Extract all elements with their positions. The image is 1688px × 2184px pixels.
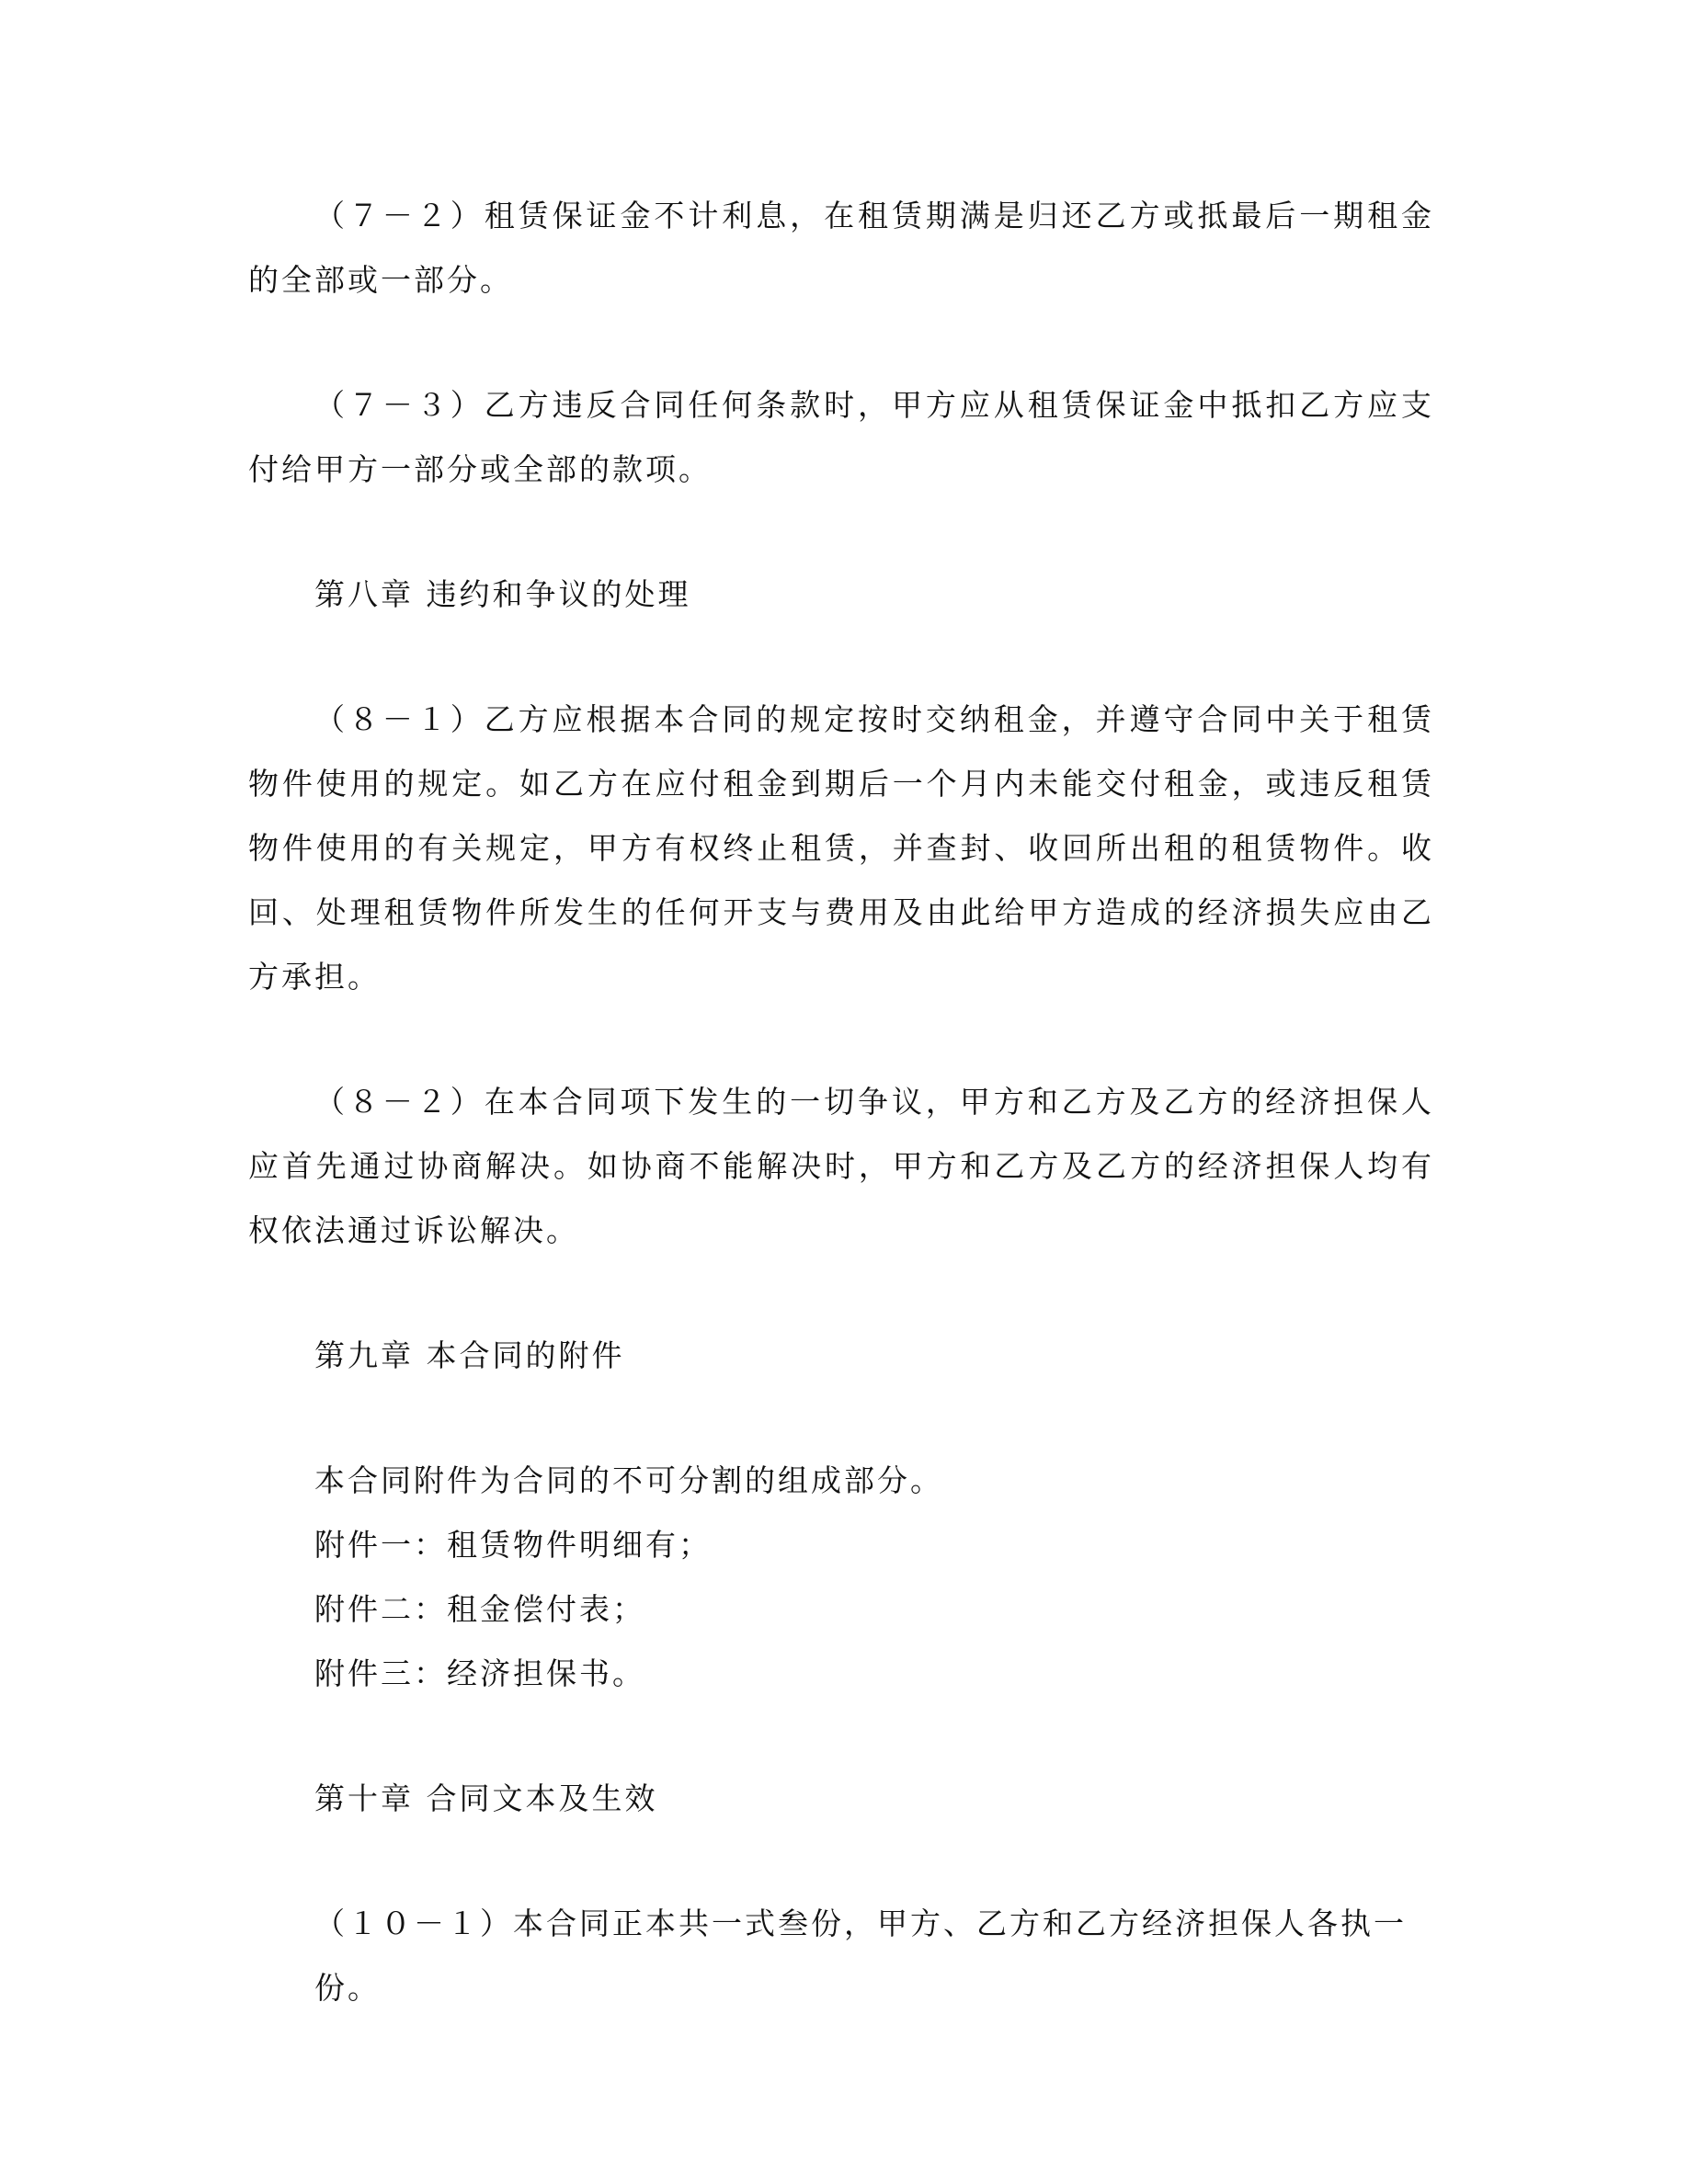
chapter-9-heading: 第九章 本合同的附件 (314, 1337, 625, 1373)
chapter-8-heading: 第八章 违约和争议的处理 (314, 576, 691, 612)
paragraph-gap (248, 502, 1434, 563)
document-body (248, 184, 1434, 2020)
paragraph-gap (248, 1263, 1434, 1324)
paragraph-gap (248, 1388, 1434, 1449)
paragraph-gap (248, 1706, 1434, 1767)
attachment-2: 附件二：租金偿付表； (314, 1591, 645, 1627)
clause-7-2: （７－２）租赁保证金不计利息，在租赁期满是归还乙方或抵最后一期租金的全部或一部分。 (248, 198, 1434, 298)
attachment-3: 附件三：经济担保书。 (314, 1655, 645, 1691)
paragraph-gap (248, 627, 1434, 688)
clause-10-1: （１０－１）本合同正本共一式叁份，甲方、乙方和乙方经济担保人各执一份。 (314, 1905, 1407, 2006)
paragraph-gap (248, 313, 1434, 373)
chapter-10-heading: 第十章 合同文本及生效 (314, 1780, 658, 1816)
clause-8-1: （８－１）乙方应根据本合同的规定按时交纳租金，并遵守合同中关于租赁物件使用的规定。如乙方在应付租金到期后一个月内未能交付租金，或违反租赁物件使用的有关规定，甲方有权终止租赁，并查封、收回所出租的租赁物件。收回、处理租赁物件所发生的任何开支与费用及由此给甲方造成的经济损失应由乙方承担。 (248, 701, 1434, 995)
paragraph-gap (248, 1009, 1434, 1070)
attachment-1: 附件一：租赁物件明细有； (314, 1527, 712, 1563)
clause-8-2: （８－２）在本合同项下发生的一切争议，甲方和乙方及乙方的经济担保人应首先通过协商解决。如协商不能解决时，甲方和乙方及乙方的经济担保人均有权依法通过诉讼解决。 (248, 1084, 1434, 1248)
attachments-intro: 本合同附件为合同的不可分割的组成部分。 (314, 1462, 943, 1498)
paragraph-gap (248, 1831, 1434, 1892)
clause-7-3: （７－３）乙方违反合同任何条款时，甲方应从租赁保证金中抵扣乙方应支付给甲方一部分或全部的款项。 (248, 387, 1434, 487)
